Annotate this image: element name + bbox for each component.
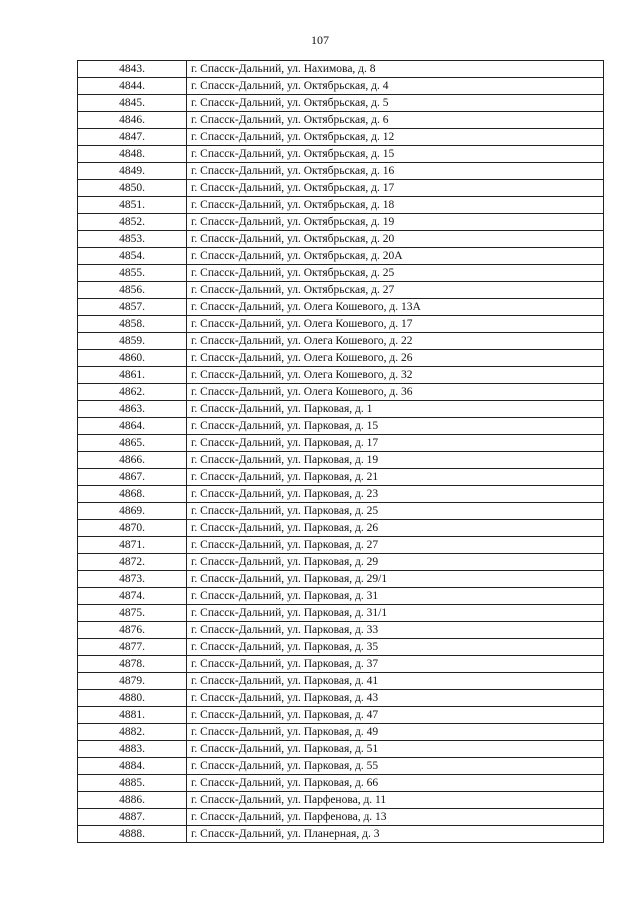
table-row <box>78 214 604 231</box>
row-number-cell: 4874. <box>78 588 187 605</box>
table-row <box>78 792 604 809</box>
address-cell: г. Спасск-Дальний, ул. Олега Кошевого, д. 13А <box>187 299 604 316</box>
address-cell: г. Спасск-Дальний, ул. Парковая, д. 41 <box>187 673 604 690</box>
table-row <box>78 690 604 707</box>
table-row <box>78 350 604 367</box>
row-number-cell: 4847. <box>78 129 187 146</box>
address-cell: г. Спасск-Дальний, ул. Парковая, д. 49 <box>187 724 604 741</box>
row-number-cell: 4851. <box>78 197 187 214</box>
table-row <box>78 537 604 554</box>
table-row <box>78 333 604 350</box>
table-row <box>78 775 604 792</box>
address-cell: г. Спасск-Дальний, ул. Парковая, д. 31/1 <box>187 605 604 622</box>
table-row <box>78 452 604 469</box>
address-cell: г. Спасск-Дальний, ул. Парковая, д. 47 <box>187 707 604 724</box>
address-cell: г. Спасск-Дальний, ул. Октябрьская, д. 17 <box>187 180 604 197</box>
address-cell: г. Спасск-Дальний, ул. Парковая, д. 15 <box>187 418 604 435</box>
address-cell: г. Спасск-Дальний, ул. Октябрьская, д. 6 <box>187 112 604 129</box>
table-row <box>78 520 604 537</box>
address-cell: г. Спасск-Дальний, ул. Октябрьская, д. 25 <box>187 265 604 282</box>
address-cell: г. Спасск-Дальний, ул. Парковая, д. 37 <box>187 656 604 673</box>
table-row <box>78 622 604 639</box>
address-cell: г. Спасск-Дальний, ул. Олега Кошевого, д. 32 <box>187 367 604 384</box>
row-number-cell: 4888. <box>78 826 187 843</box>
table-row <box>78 809 604 826</box>
table-row <box>78 503 604 520</box>
address-cell: г. Спасск-Дальний, ул. Парковая, д. 31 <box>187 588 604 605</box>
address-cell: г. Спасск-Дальний, ул. Нахимова, д. 8 <box>187 61 604 78</box>
row-number-cell: 4861. <box>78 367 187 384</box>
row-number-cell: 4855. <box>78 265 187 282</box>
row-number-cell: 4872. <box>78 554 187 571</box>
address-cell: г. Спасск-Дальний, ул. Парковая, д. 27 <box>187 537 604 554</box>
address-cell: г. Спасск-Дальний, ул. Парковая, д. 1 <box>187 401 604 418</box>
row-number-cell: 4857. <box>78 299 187 316</box>
table-row <box>78 180 604 197</box>
table-row <box>78 112 604 129</box>
table-row <box>78 231 604 248</box>
row-number-cell: 4850. <box>78 180 187 197</box>
address-cell: г. Спасск-Дальний, ул. Олега Кошевого, д. 26 <box>187 350 604 367</box>
address-cell: г. Спасск-Дальний, ул. Октябрьская, д. 20 <box>187 231 604 248</box>
row-number-cell: 4883. <box>78 741 187 758</box>
table-row <box>78 316 604 333</box>
row-number-cell: 4854. <box>78 248 187 265</box>
row-number-cell: 4875. <box>78 605 187 622</box>
address-cell: г. Спасск-Дальний, ул. Парковая, д. 25 <box>187 503 604 520</box>
row-number-cell: 4870. <box>78 520 187 537</box>
table-row <box>78 384 604 401</box>
row-number-cell: 4882. <box>78 724 187 741</box>
table-row <box>78 418 604 435</box>
address-cell: г. Спасск-Дальний, ул. Октябрьская, д. 15 <box>187 146 604 163</box>
address-cell: г. Спасск-Дальний, ул. Октябрьская, д. 20А <box>187 248 604 265</box>
table-row <box>78 129 604 146</box>
row-number-cell: 4856. <box>78 282 187 299</box>
table-row <box>78 554 604 571</box>
address-cell: г. Спасск-Дальний, ул. Парковая, д. 29 <box>187 554 604 571</box>
address-cell: г. Спасск-Дальний, ул. Парковая, д. 19 <box>187 452 604 469</box>
address-cell: г. Спасск-Дальний, ул. Парковая, д. 51 <box>187 741 604 758</box>
row-number-cell: 4844. <box>78 78 187 95</box>
address-cell: г. Спасск-Дальний, ул. Парковая, д. 29/1 <box>187 571 604 588</box>
address-cell: г. Спасск-Дальний, ул. Парковая, д. 23 <box>187 486 604 503</box>
row-number-cell: 4867. <box>78 469 187 486</box>
table-row <box>78 146 604 163</box>
table-row <box>78 265 604 282</box>
row-number-cell: 4852. <box>78 214 187 231</box>
table-row <box>78 826 604 843</box>
address-cell: г. Спасск-Дальний, ул. Парковая, д. 21 <box>187 469 604 486</box>
address-cell: г. Спасск-Дальний, ул. Парковая, д. 17 <box>187 435 604 452</box>
address-cell: г. Спасск-Дальний, ул. Октябрьская, д. 4 <box>187 78 604 95</box>
address-cell: г. Спасск-Дальний, ул. Парковая, д. 43 <box>187 690 604 707</box>
row-number-cell: 4863. <box>78 401 187 418</box>
table-row <box>78 61 604 78</box>
table-row <box>78 95 604 112</box>
table-row <box>78 248 604 265</box>
row-number-cell: 4865. <box>78 435 187 452</box>
address-cell: г. Спасск-Дальний, ул. Октябрьская, д. 27 <box>187 282 604 299</box>
row-number-cell: 4846. <box>78 112 187 129</box>
row-number-cell: 4858. <box>78 316 187 333</box>
row-number-cell: 4843. <box>78 61 187 78</box>
table-row <box>78 163 604 180</box>
row-number-cell: 4862. <box>78 384 187 401</box>
address-cell: г. Спасск-Дальний, ул. Октябрьская, д. 5 <box>187 95 604 112</box>
address-cell: г. Спасск-Дальний, ул. Октябрьская, д. 16 <box>187 163 604 180</box>
address-cell: г. Спасск-Дальний, ул. Октябрьская, д. 12 <box>187 129 604 146</box>
table-row <box>78 673 604 690</box>
row-number-cell: 4880. <box>78 690 187 707</box>
row-number-cell: 4885. <box>78 775 187 792</box>
address-cell: г. Спасск-Дальний, ул. Парфенова, д. 11 <box>187 792 604 809</box>
table-row <box>78 486 604 503</box>
row-number-cell: 4848. <box>78 146 187 163</box>
address-cell: г. Спасск-Дальний, ул. Парковая, д. 26 <box>187 520 604 537</box>
page-number: 107 <box>311 33 329 47</box>
row-number-cell: 4887. <box>78 809 187 826</box>
table-row <box>78 639 604 656</box>
table-row <box>78 707 604 724</box>
table-row <box>78 435 604 452</box>
address-cell: г. Спасск-Дальний, ул. Олега Кошевого, д. 22 <box>187 333 604 350</box>
address-cell: г. Спасск-Дальний, ул. Парфенова, д. 13 <box>187 809 604 826</box>
row-number-cell: 4886. <box>78 792 187 809</box>
row-number-cell: 4884. <box>78 758 187 775</box>
address-cell: г. Спасск-Дальний, ул. Парковая, д. 55 <box>187 758 604 775</box>
table-row <box>78 656 604 673</box>
address-cell: г. Спасск-Дальний, ул. Парковая, д. 35 <box>187 639 604 656</box>
address-cell: г. Спасск-Дальний, ул. Планерная, д. 3 <box>187 826 604 843</box>
address-cell: г. Спасск-Дальний, ул. Парковая, д. 33 <box>187 622 604 639</box>
row-number-cell: 4853. <box>78 231 187 248</box>
address-cell: г. Спасск-Дальний, ул. Олега Кошевого, д. 36 <box>187 384 604 401</box>
table-row <box>78 401 604 418</box>
address-cell: г. Спасск-Дальний, ул. Октябрьская, д. 18 <box>187 197 604 214</box>
row-number-cell: 4864. <box>78 418 187 435</box>
table-row <box>78 588 604 605</box>
table-row <box>78 758 604 775</box>
table-body <box>78 61 604 843</box>
row-number-cell: 4849. <box>78 163 187 180</box>
table-row <box>78 78 604 95</box>
row-number-cell: 4866. <box>78 452 187 469</box>
row-number-cell: 4859. <box>78 333 187 350</box>
row-number-cell: 4881. <box>78 707 187 724</box>
row-number-cell: 4879. <box>78 673 187 690</box>
table-row <box>78 299 604 316</box>
row-number-cell: 4873. <box>78 571 187 588</box>
row-number-cell: 4878. <box>78 656 187 673</box>
address-cell: г. Спасск-Дальний, ул. Парковая, д. 66 <box>187 775 604 792</box>
row-number-cell: 4868. <box>78 486 187 503</box>
table-row <box>78 605 604 622</box>
table-row <box>78 367 604 384</box>
row-number-cell: 4869. <box>78 503 187 520</box>
table-row <box>78 197 604 214</box>
row-number-cell: 4871. <box>78 537 187 554</box>
table-row <box>78 282 604 299</box>
table-row <box>78 469 604 486</box>
address-table <box>77 60 604 843</box>
row-number-cell: 4845. <box>78 95 187 112</box>
row-number-cell: 4860. <box>78 350 187 367</box>
row-number-cell: 4876. <box>78 622 187 639</box>
address-cell: г. Спасск-Дальний, ул. Олега Кошевого, д. 17 <box>187 316 604 333</box>
table-row <box>78 741 604 758</box>
table-row <box>78 571 604 588</box>
address-cell: г. Спасск-Дальний, ул. Октябрьская, д. 19 <box>187 214 604 231</box>
row-number-cell: 4877. <box>78 639 187 656</box>
table-row <box>78 724 604 741</box>
